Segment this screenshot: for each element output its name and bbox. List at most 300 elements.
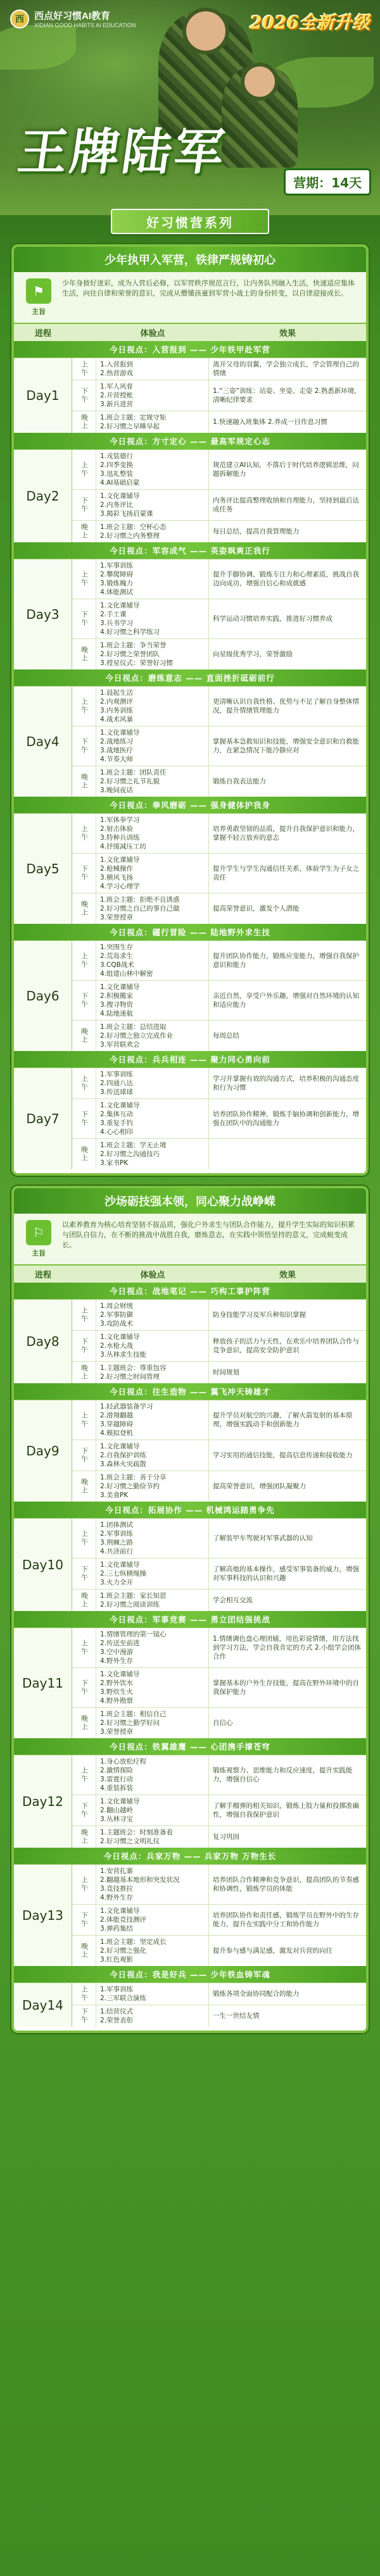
time-of-day: 上午: [72, 1865, 96, 1904]
column-header-effect: 效果: [279, 329, 296, 339]
activity-effect: 更清晰认识自我性格、优势与不足了解自身整体情况，提升情绪管理能力: [213, 698, 359, 714]
activity-item: 3.火力全开: [100, 1579, 134, 1586]
activity-list: [96, 1865, 209, 1904]
activity-list: [96, 814, 209, 853]
activity-item: 2.集体互动: [100, 1111, 134, 1118]
activity-item: 1.班会主题：团队责任: [100, 769, 167, 776]
activity-effect: 复习巩固: [213, 1833, 239, 1841]
activity-item: 3.森林火灾疏散: [100, 1460, 147, 1468]
activity-item: 2.传送至前进: [100, 1640, 140, 1647]
activity-item: 2.四通八达: [100, 1080, 134, 1087]
activity-item: 4.心心相印: [100, 1128, 134, 1136]
day-row: [14, 1982, 366, 2027]
activity-effect: 培养勇敢坚韧的品质，提升自我保护意识和能力，掌握不轻言放弃的意志: [213, 825, 359, 842]
activity-effect: 提升学员对航空的兴趣，了解火箭发射的基本原理，增强实践动手和创新能力: [213, 1412, 353, 1428]
time-slot: [72, 854, 366, 893]
activity-item: 4.好习惯之科学练习: [100, 628, 160, 636]
day-theme: 今日视点：磨练意志 —— 直面挫折砥砺前行: [14, 669, 366, 686]
activity-item: 4.抒缓减压工坊: [100, 843, 147, 850]
activity-effect: 提升学生与学生沟通信任关系，体验学生为子女之责任: [213, 865, 359, 881]
activity-item: 3.重复手钓: [100, 1119, 134, 1127]
day-label: Day2: [14, 450, 72, 542]
activity-effect: 提升参与感与满足感，激发对兵营的向往: [213, 1947, 332, 1955]
activity-item: 2.好习惯之内务整理: [100, 532, 160, 540]
activity-item: 3.搜寻物资: [100, 1001, 134, 1009]
activity-item: 1.文化课辅导: [100, 1443, 140, 1450]
activity-item: 1.突围生存: [100, 943, 134, 951]
activity-list: [96, 1628, 209, 1667]
day-slots: [72, 559, 366, 669]
schedule-header: [14, 323, 366, 341]
time-slot: [72, 639, 366, 669]
day-theme: 今日视点：拳风磨砺 —— 强身健体护我身: [14, 797, 366, 813]
time-slot: [72, 559, 366, 599]
intro-lead-label: 主旨: [32, 1249, 46, 1257]
activity-effect: 每周总结: [213, 1032, 239, 1040]
time-slot: [72, 1628, 366, 1668]
activity-item: 1.班会主题：空杯心态: [100, 523, 167, 531]
activity-list: [96, 358, 209, 380]
activity-item: 1.情绪管理的第一镜心: [100, 1631, 167, 1638]
activity-item: 3.空中漫游: [100, 1648, 134, 1656]
time-slot: [72, 1559, 366, 1590]
activity-list: [96, 1400, 209, 1440]
day-label: Day14: [14, 1983, 72, 2027]
day-row: [14, 1864, 366, 1966]
activity-item: 2.翻越基本地形和突发状况: [100, 1876, 180, 1884]
activity-item: 2.滑翔翻越: [100, 1412, 134, 1419]
day-theme: 今日视点：铁翼雄鹰 —— 心团携手撑苍穹: [14, 1738, 366, 1755]
column-header-progress: 进程: [34, 1271, 51, 1280]
activity-item: 2.荒岛求生: [100, 952, 134, 960]
day-theme: 今日视点：往生造物 —— 翼飞冲天铸雄才: [14, 1383, 366, 1400]
column-header-activities: 体验点: [140, 1271, 165, 1280]
time-slot: [72, 1300, 366, 1331]
activity-item: 2.激情探险: [100, 1767, 134, 1774]
time-slot: [72, 1331, 366, 1362]
time-of-day: 上午: [72, 450, 96, 489]
activity-list: [96, 726, 209, 766]
activity-list: [96, 1936, 209, 1966]
time-slot: [72, 814, 366, 854]
time-of-day: 晚上: [72, 893, 96, 924]
activity-item: 2.好习惯之时间管理: [100, 1373, 160, 1381]
time-of-day: 晚上: [72, 1021, 96, 1051]
day-slots: [72, 1519, 366, 1611]
activity-item: 4.重装拆装: [100, 1784, 134, 1792]
time-slot: [72, 1795, 366, 1826]
activity-list: [96, 521, 209, 542]
camp-duration-badge: 营期：14天: [284, 168, 371, 196]
brand-emblem-icon: 西: [10, 9, 29, 28]
activity-effect: 提升团队协作能力，锻炼应变能力，增强自我保护意识和能力: [213, 952, 359, 969]
activity-item: 1.班会主题：拒绝不良诱惑: [100, 896, 180, 904]
day-slots: [72, 1755, 366, 1848]
activity-item: 1.文化课辅导: [100, 1798, 140, 1805]
activity-item: 3.锻炼魄力: [100, 580, 134, 587]
day-theme: 今日视点：疆行冒险 —— 陆地野外求生技: [14, 924, 366, 940]
activity-item: 2.荣誉表彰: [100, 2017, 134, 2024]
activity-item: 1.主题班会：时刻准备着: [100, 1829, 174, 1836]
activity-item: 1.文化课辅导: [100, 856, 140, 864]
activity-item: 1.文化课辅导: [100, 1333, 140, 1341]
day-slots: [72, 358, 366, 433]
day-label: Day13: [14, 1865, 72, 1966]
activity-item: 3.横风飞扬: [100, 874, 134, 881]
day-row: [14, 449, 366, 542]
activity-item: 2.好习惯之勤俭节约: [100, 1483, 160, 1490]
activity-item: 2.水枪大战: [100, 1342, 134, 1350]
activity-effect: 内务评比提高整理收纳和自理能力，坚持到最后达成任务: [213, 497, 359, 513]
day-theme: 今日视点：方寸定心 —— 最高军规定心志: [14, 433, 366, 449]
time-of-day: 上午: [72, 1068, 96, 1098]
day-label: Day9: [14, 1400, 72, 1502]
activity-item: 1.文化课辅导: [100, 602, 140, 609]
schedule-header: [14, 1264, 366, 1283]
column-header-progress: 进程: [34, 329, 51, 339]
activity-item: 4.学习心理学: [100, 883, 140, 890]
activity-item: 1.戎装德行: [100, 452, 134, 460]
activity-item: 1.结营仪式: [100, 2008, 134, 2015]
day-slots: [72, 450, 366, 542]
activity-item: 1.安营扎寨: [100, 1867, 134, 1875]
day-row: [14, 1518, 366, 1611]
day-row: [14, 559, 366, 669]
day-label: Day7: [14, 1068, 72, 1169]
activity-list: [96, 490, 209, 520]
intro-lead-label: 主旨: [32, 308, 46, 316]
activity-item: 3.荣誉授章: [100, 1728, 134, 1736]
day-row: [14, 358, 366, 433]
hero-banner: [0, 0, 380, 215]
activity-effect: 时间规划: [213, 1369, 239, 1376]
activity-effect: 培养团队协作精神，锻炼手脑协调和创新能力，增强在团队中的沟通能力: [213, 1111, 359, 1127]
section-header: 少年执甲入军营，铁律严规铸初心: [14, 247, 366, 272]
day-theme: 今日视点：兵兵相连 —— 聚力同心勇向前: [14, 1051, 366, 1067]
time-slot: [72, 1590, 366, 1611]
activity-effect: 1.“三姿”训练：站姿、坐姿、走姿 2.熟悉新环境，清晰纪律要求: [213, 387, 361, 404]
activity-item: 2.好习惯之礼节礼貌: [100, 778, 160, 785]
activity-effect: 了解高炮的基本操作，感受军事装备的威力，增强对军事科技的认识和兴趣: [213, 1565, 359, 1582]
activity-item: 2.三军联合演练: [100, 1994, 147, 2002]
time-of-day: 上午: [72, 1400, 96, 1440]
time-of-day: 晚上: [72, 766, 96, 797]
time-of-day: 晚上: [72, 1708, 96, 1738]
activity-item: 2.战地练习: [100, 738, 134, 745]
activity-item: 2.射击体验: [100, 825, 134, 833]
time-of-day: 下午: [72, 599, 96, 638]
activity-list: [96, 1139, 209, 1169]
time-of-day: 下午: [72, 1440, 96, 1471]
day-slots: [72, 1400, 366, 1502]
activity-item: 3.荣誉授章: [100, 914, 134, 921]
time-of-day: 上午: [72, 1628, 96, 1667]
activity-item: 2.军事训练: [100, 1530, 134, 1538]
activity-item: 1.文化课辅导: [100, 729, 140, 737]
activity-item: 1.文化课辅导: [100, 983, 140, 991]
activity-item: 1.班会主题：相信自己: [100, 1710, 167, 1718]
activity-item: 4.共济前行: [100, 1548, 134, 1555]
activity-item: 2.好习惯之独立完成作业: [100, 1032, 174, 1040]
program-sections: [0, 244, 380, 2033]
intro-lead: [22, 1220, 56, 1258]
activity-effect: 一生一世结友情: [213, 2012, 260, 2020]
flag-icon: ⚐: [26, 1220, 51, 1245]
activity-item: 1.班会主题：定规守矩: [100, 414, 167, 421]
activity-item: 2.体能竞技测评: [100, 1916, 147, 1924]
activity-item: 1.轻武器装备学习: [100, 1403, 153, 1410]
activity-item: 1.入营报到: [100, 361, 134, 368]
activity-item: 4.节奏大师: [100, 756, 134, 763]
card-bottom: [14, 1169, 366, 1173]
activity-item: 2.内观测评: [100, 698, 134, 706]
activity-item: 3.CQB战术: [100, 961, 134, 969]
activity-item: 1.文化课辅导: [100, 1671, 140, 1678]
activity-item: 3.兵书学习: [100, 619, 134, 627]
column-header-spacer: [72, 1266, 96, 1283]
activity-item: 3.雷霆行动: [100, 1776, 134, 1783]
column-header-effect: 效果: [279, 1271, 296, 1280]
time-slot: [72, 1362, 366, 1383]
activity-item: 3.迅礼整装: [100, 470, 134, 478]
activity-item: 2.好习惯之自己的事自己做: [100, 905, 180, 912]
activity-effect: 规范建立AI认知，不落后于时代培养逻辑思维，问题拆解能力: [213, 461, 359, 478]
activity-item: 3.攻防战术: [100, 1320, 134, 1328]
day-label: Day12: [14, 1755, 72, 1848]
day-label: Day4: [14, 687, 72, 797]
activity-list: [96, 981, 209, 1020]
time-of-day: 下午: [72, 1668, 96, 1707]
activity-item: 1.班会主题：善于分享: [100, 1474, 167, 1481]
day-label: Day1: [14, 358, 72, 433]
day-theme: 今日视点：入营报到 —— 少年铁甲赴军营: [14, 341, 366, 358]
activity-item: 1.主题班会：尊重包容: [100, 1364, 167, 1372]
activity-item: 1.团体测试: [100, 1521, 134, 1529]
activity-list: [96, 687, 209, 726]
activity-list: [96, 599, 209, 638]
time-slot: [72, 1983, 366, 2005]
time-of-day: 下午: [72, 380, 96, 411]
section-header: 沙场砺技强本领，同心聚力战峥嵘: [14, 1188, 366, 1214]
activity-item: 3.特种兵训练: [100, 834, 140, 842]
activity-item: 4.野外勘察: [100, 1697, 134, 1705]
activity-item: 2.枪械操作: [100, 865, 134, 873]
activity-item: 1.军人风骨: [100, 383, 134, 390]
activity-effect: 1.情绪调色盘心理团辅，用色彩说情绪，用方法找到学习方法，学会自我肯定的方式 2.小组学会团体合作: [213, 1635, 361, 1660]
activity-item: 3.红色观影: [100, 1956, 134, 1963]
activity-list: [96, 854, 209, 893]
activity-item: 3.竞技推拉: [100, 1885, 134, 1893]
time-of-day: 下午: [72, 1795, 96, 1826]
time-of-day: 下午: [72, 1559, 96, 1589]
time-slot: [72, 2005, 366, 2027]
time-slot: [72, 599, 366, 639]
shield-icon: ⚑: [26, 278, 51, 304]
activity-list: [96, 1795, 209, 1826]
activity-list: [96, 2005, 209, 2027]
activity-item: 1.军体拳学习: [100, 816, 140, 824]
activity-item: 1.军事训练: [100, 1986, 134, 1993]
activity-list: [96, 1905, 209, 1935]
activity-item: 1.身心放松疗程: [100, 1758, 147, 1765]
time-of-day: 下午: [72, 2005, 96, 2027]
section-intro: [14, 272, 366, 323]
card-bottom: [14, 2027, 366, 2031]
activity-effect: 培养团队协作和责任感，锻炼学员在野外中的生存能力，提升在实践中分工和协作能力: [213, 1912, 359, 1928]
activity-item: 4.野外生存: [100, 1894, 134, 1901]
time-of-day: 上午: [72, 1300, 96, 1330]
activity-item: 3.授星仪式：荣誉好习惯: [100, 659, 174, 667]
time-of-day: 下午: [72, 490, 96, 520]
time-slot: [72, 521, 366, 542]
day-row: [14, 686, 366, 797]
year-badge: 2026全新升级: [250, 12, 370, 33]
series-title: 好习惯营系列: [111, 209, 269, 234]
activity-list: [96, 1471, 209, 1502]
column-header-spacer: [72, 324, 96, 341]
time-slot: [72, 1400, 366, 1440]
time-slot: [72, 893, 366, 924]
time-slot: [72, 1440, 366, 1471]
activity-effect: 学会相互交流: [213, 1596, 253, 1604]
activity-item: 1.周会财统: [100, 1302, 134, 1310]
activity-list: [96, 1983, 209, 2005]
activity-item: 2.三七纵横绳操: [100, 1570, 147, 1577]
activity-effect: 提高荣誉意识，增强团队凝聚力: [213, 1483, 306, 1490]
activity-list: [96, 766, 209, 797]
day-row: [14, 813, 366, 924]
time-slot: [72, 1865, 366, 1905]
activity-effect: 每日总结，提高自我管理能力: [213, 528, 300, 535]
time-slot: [72, 1519, 366, 1559]
activity-item: 3.内务训练: [100, 707, 134, 714]
activity-item: 2.野外饮水: [100, 1679, 134, 1687]
time-of-day: 晚上: [72, 1471, 96, 1502]
intro-lead: [22, 278, 56, 316]
activity-item: 1.班会主题：学无止境: [100, 1142, 167, 1149]
activity-item: 4.陆地迷航: [100, 1010, 134, 1017]
activity-effect: 锻炼自我表达能力: [213, 778, 266, 785]
day-theme: 今日视点：战地笔记 —— 巧构工事护阵营: [14, 1283, 366, 1299]
day-theme: 今日视点：军事竞赛 —— 勇立团结强挑战: [14, 1611, 366, 1627]
activity-list: [96, 1826, 209, 1848]
activity-list: [96, 1590, 209, 1611]
activity-item: 2.四季变换: [100, 461, 134, 469]
time-slot: [72, 1936, 366, 1966]
activity-effect: 提升手脚协调、锻炼专注力和心理素质，挑战自我迈向成功，增强自信心和成就感: [213, 571, 359, 587]
day-label: Day3: [14, 559, 72, 669]
time-of-day: 上午: [72, 1983, 96, 2005]
activity-item: 1.文化课辅导: [100, 1907, 140, 1915]
activity-item: 2.积极搬家: [100, 992, 134, 1000]
activity-effect: 培养团队合作精神和竞争意识，提高团队的节奏感和协调性，锻炼学员的体能: [213, 1876, 359, 1893]
time-slot: [72, 1068, 366, 1099]
activity-effect: 释放孩子的活力与天性，在欢乐中培养团队合作与竞争意识，提高安全防护意识: [213, 1338, 359, 1354]
time-of-day: 下午: [72, 1099, 96, 1138]
day-row: [14, 1755, 366, 1848]
day-row: [14, 1299, 366, 1383]
activity-list: [96, 893, 209, 924]
activity-list: [96, 1668, 209, 1707]
day-slots: [72, 814, 366, 924]
activity-item: 3.穿越障碍: [100, 1421, 134, 1428]
time-slot: [72, 726, 366, 766]
activity-item: 3.传送球球: [100, 1088, 134, 1096]
time-of-day: 晚上: [72, 1362, 96, 1383]
activity-item: 2.好习惯之早睡早起: [100, 423, 160, 430]
activity-item: 1.文化课辅导: [100, 492, 140, 500]
time-of-day: 下午: [72, 1905, 96, 1935]
section-intro: [14, 1214, 366, 1264]
time-of-day: 上午: [72, 687, 96, 726]
activity-list: [96, 1440, 209, 1471]
activity-item: 2.好习惯之阅读训练: [100, 1601, 160, 1608]
activity-effect: 提高荣誉意识，激发个人潜能: [213, 905, 300, 912]
time-of-day: 下午: [72, 1331, 96, 1361]
time-of-day: 上午: [72, 1519, 96, 1558]
activity-effect: 自信心: [213, 1719, 233, 1727]
time-slot: [72, 1139, 366, 1169]
time-slot: [72, 1021, 366, 1051]
page-title: 王牌陆军: [14, 124, 231, 181]
activity-item: 2.军事防御: [100, 1311, 134, 1319]
day-slots: [72, 687, 366, 797]
activity-effect: 掌握基本的户外生存技能，提高在野外环境中的自我保护能力: [213, 1679, 359, 1696]
time-slot: [72, 1755, 366, 1795]
day-slots: [72, 1865, 366, 1966]
intro-text: 以素养教育为核心培育坚韧不拔品质，强化户外求生与团队合作能力，提升学生实际的知识积累与团队自信力，在不断的挑战中战胜自我，磨炼意志，在实践中领悟坚持的意义，完成蜕变成长。: [62, 1221, 355, 1249]
activity-item: 3.家书PK: [100, 1159, 129, 1167]
activity-effect: 向星级优秀学习，荣誉激励: [213, 650, 293, 658]
activity-item: 4.模拟登机: [100, 1429, 134, 1437]
activity-item: 3.军营联欢会: [100, 1041, 140, 1048]
day-theme: 今日视点：军容成气 —— 英姿飒爽正我行: [14, 542, 366, 559]
activity-item: 2.好习惯之荣誉团队: [100, 650, 160, 658]
activity-effect: 学习并掌握有效的沟通方式，培养积极的沟通态度和行为习惯: [213, 1075, 359, 1092]
activity-list: [96, 1331, 209, 1361]
activity-item: 4.战术风暴: [100, 716, 134, 723]
brand-subtitle: XIDIAN GOOD HABITS AI EDUCATION: [34, 22, 136, 28]
day-theme: 今日视点：我是好兵 —— 少年铁血铸军魂: [14, 1966, 366, 1982]
time-slot: [72, 490, 366, 521]
activity-item: 2.好习惯之勤学好问: [100, 1719, 160, 1727]
activity-item: 4.野外生存: [100, 1657, 134, 1665]
activity-item: 1.文化课辅导: [100, 1102, 140, 1109]
activity-list: [96, 1519, 209, 1558]
activity-item: 2.好习惯之沟通技巧: [100, 1150, 160, 1158]
activity-item: 2.热营游戏: [100, 370, 134, 377]
activity-effect: 学习实用的通信技能，提高信息传递和接收能力: [213, 1452, 353, 1459]
activity-effect: 了解手榴弹的相关知识，锻炼上肢力量和投掷准确性，增强自我保护意识: [213, 1802, 359, 1819]
day-row: [14, 1067, 366, 1169]
activity-item: 3.丛林求生技能: [100, 1351, 147, 1359]
brand-name: 西点好习惯AI教育: [34, 11, 111, 22]
activity-effect: 了解装甲车驾驶对军事武器的认知: [213, 1534, 313, 1542]
time-of-day: 上午: [72, 358, 96, 380]
day-row: [14, 940, 366, 1051]
time-of-day: 下午: [72, 854, 96, 893]
time-of-day: 晚上: [72, 639, 96, 669]
day-slots: [72, 1983, 366, 2027]
day-slots: [72, 1628, 366, 1738]
day-row: [14, 1627, 366, 1738]
time-slot: [72, 1708, 366, 1738]
day-label: Day10: [14, 1519, 72, 1611]
activity-list: [96, 941, 209, 980]
activity-item: 3.晚间夜话: [100, 787, 134, 794]
activity-item: 3.丛林寻宝: [100, 1815, 134, 1823]
activity-list: [96, 1755, 209, 1795]
